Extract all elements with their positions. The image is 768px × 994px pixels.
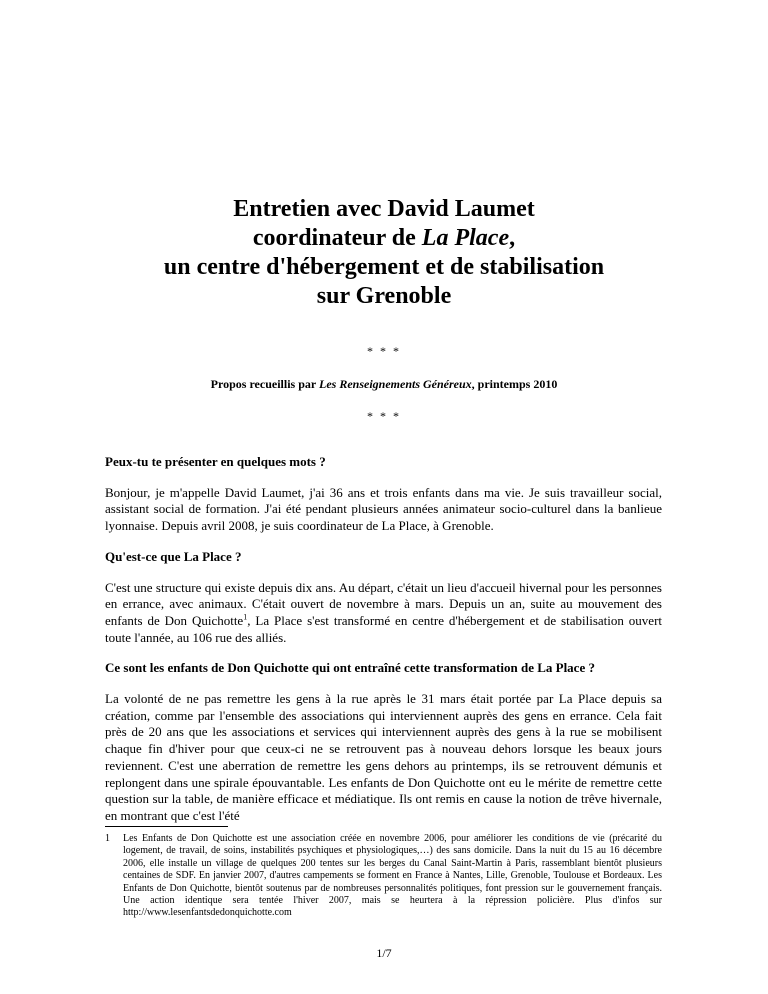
question-3: Ce sont les enfants de Don Quichotte qui ont entraîné cette transformation de La Place ? [105,660,595,676]
footnote-number: 1 [105,833,110,844]
byline-suffix: , printemps 2010 [471,377,558,391]
answer-2-text-start: C'est une structure qui existe depuis dix ans. Au départ, c'était un lieu d'accueil hivernal pour les personnes en errance, avec animaux. C'était ouvert de novembre à mars. Depuis un an, suite au mouvement des enfants de Don Quichotte [105,579,662,628]
footnote [105,833,662,920]
title-line-1: Entretien avec David Laumet [233,196,535,222]
footnote-reference: 1 [243,612,248,622]
footnote-divider [105,826,228,827]
interview-body [105,454,662,839]
question-2: Qu'est-ce que La Place ? [105,548,242,564]
footnote-text: Les Enfants de Don Quichotte est une association créée en novembre 2006, pour améliorer les conditions de vie (précarité du logement, de travail, de soins, instabilités psychiques et physiologiques,…) des sans domicile. Dans la nuit du 15 au 16 décembre 2006, elle installe un village de quelques 200 tentes sur les berges du Canal Saint-Martin à Paris, rassemblant bientôt plusieurs centaines de SDF. En janvier 2007, d'autres campements se forment en France à Nantes, Lille, Grenoble, Toulouse et Bordeaux. Les Enfants de Don Quichotte, bientôt soutenus par de nombreuses personnalités politiques, font pression sur le gouvernement français. Une action identique sera tentée l'hiver 2007, mais se heurtera à la répression policière. Plus d'infos sur http://www.lesenfantsdedonquichotte.com [123,833,662,919]
separator-top: * * * [367,344,401,358]
answer-1: Bonjour, je m'appelle David Laumet, j'ai 36 ans et trois enfants dans ma vie. Je suis travailleur social, assistant social de formation. J'ai été pendant plusieurs années animateur socio-culturel dans la banlieue lyonnaise. Depuis avril 2008, je suis coordinateur de La Place, à Grenoble. [105,484,662,534]
title-line-4: sur Grenoble [316,283,452,309]
separator-bottom: * * * [367,409,401,423]
title-line-2-prefix: coordinateur de [252,225,422,251]
byline-publisher: Les Renseignements Généreux [319,377,472,391]
answer-2-text-end: , La Place s'est transformé en centre d'hébergement et de stabilisation ouvert toute l'année, au 106 rue des alliés. [105,612,663,645]
title-line-3: un centre d'hébergement et de stabilisation [163,254,605,280]
document-title [80,195,688,311]
page-number: 1/7 [376,946,392,960]
answer-3: La volonté de ne pas remettre les gens à la rue après le 31 mars était portée par La Place depuis sa création, comme par l'ensemble des associations qui interviennent auprès des gens en errance. Cela fait près de 20 ans que les associations et services qui interviennent auprès des gens à la rue se mobilisent chaque fin d'hiver pour que ceux-ci ne se retrouvent pas à nouveau dehors lorsque les beaux jours reviennent. C'est une aberration de remettre les gens dehors au printemps, ils se retrouvent démunis et replongent dans une spirale épouvantable. Les enfants de Don Quichotte ont eu le mérite de remettre cette question sur la table, de manière efficace et médiatique. Ils ont remis en cause la notion de trêve hivernale, en montrant que c'est l'été [105,691,662,823]
byline [0,377,768,392]
title-line-2-suffix: , [509,225,516,251]
title-organisation-name: La Place [421,225,510,251]
title-line-2 [80,224,688,253]
answer-2 [105,580,662,647]
question-1: Peux-tu te présenter en quelques mots ? [105,454,326,469]
byline-prefix: Propos recueillis par [210,377,319,391]
